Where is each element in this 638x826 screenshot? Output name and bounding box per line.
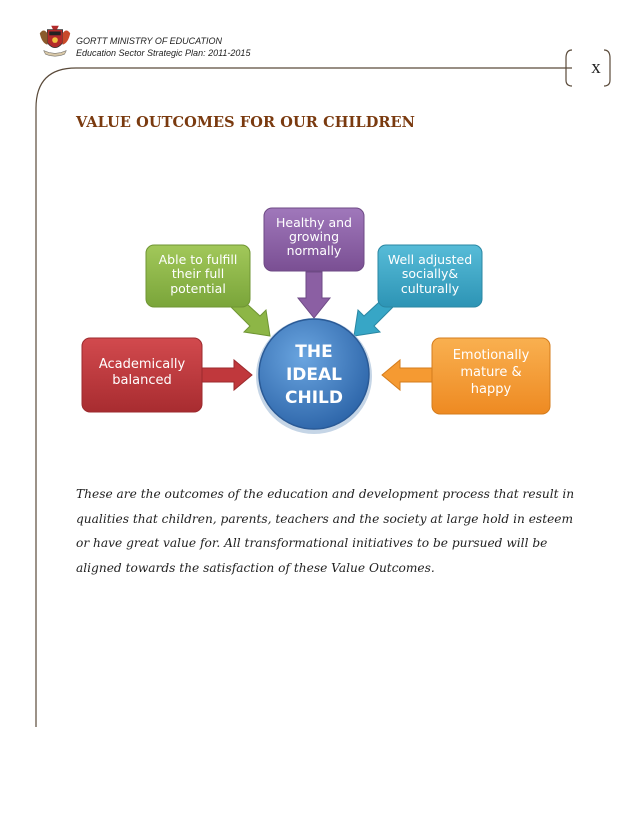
outcome-label: Healthy and: [276, 215, 352, 230]
center-label: IDEAL: [285, 365, 343, 385]
outcome-box-healthy: [264, 208, 364, 271]
coat-of-arms-logo: [36, 22, 74, 60]
body-line: aligned towards the satisfaction of these Value Outcomes.: [76, 560, 435, 575]
page-number: x: [591, 57, 601, 78]
center-label: THE: [295, 342, 333, 362]
outcome-label: potential: [170, 281, 226, 296]
body-line: qualities that children, parents, teachers and the society at large hold in esteem: [76, 511, 574, 526]
outcome-label: Able to fulfill: [158, 252, 238, 267]
outcome-label: Academically: [98, 357, 186, 372]
outcome-label: their full: [171, 266, 225, 281]
outcome-label: normally: [286, 243, 342, 258]
outcome-box-potential: [146, 245, 250, 307]
outcome-box-emotional: [432, 338, 550, 414]
outcome-label: socially&: [401, 266, 459, 281]
body-line: or have great value for. All transformational initiatives to be pursued will be: [76, 536, 548, 550]
outcome-label: growing: [289, 229, 339, 244]
body-line: These are the outcomes of the education and development process that result in: [76, 487, 575, 501]
outcome-box-social: [378, 245, 482, 307]
center-ideal-child: [256, 318, 372, 434]
body-paragraph: [76, 482, 576, 580]
outcome-label: culturally: [400, 281, 460, 296]
outcome-label: mature &: [460, 365, 522, 380]
value-outcomes-diagram: [72, 200, 560, 450]
ministry-name: GORTT MINISTRY OF EDUCATION: [76, 36, 223, 46]
outcome-label: Well adjusted: [387, 252, 473, 267]
outcome-box-academic: [82, 338, 202, 412]
center-label: CHILD: [285, 388, 343, 408]
section-title: VALUE OUTCOMES FOR OUR CHILDREN: [76, 114, 416, 131]
arrow-right: [382, 360, 432, 390]
plan-name: Education Sector Strategic Plan: 2011-2015: [76, 48, 251, 58]
arrow-top: [298, 272, 330, 318]
outcome-label: happy: [470, 382, 512, 397]
outcome-label: Emotionally: [452, 348, 530, 363]
arrow-left: [202, 360, 252, 390]
outcome-label: balanced: [112, 373, 172, 388]
header-text: [76, 35, 250, 59]
